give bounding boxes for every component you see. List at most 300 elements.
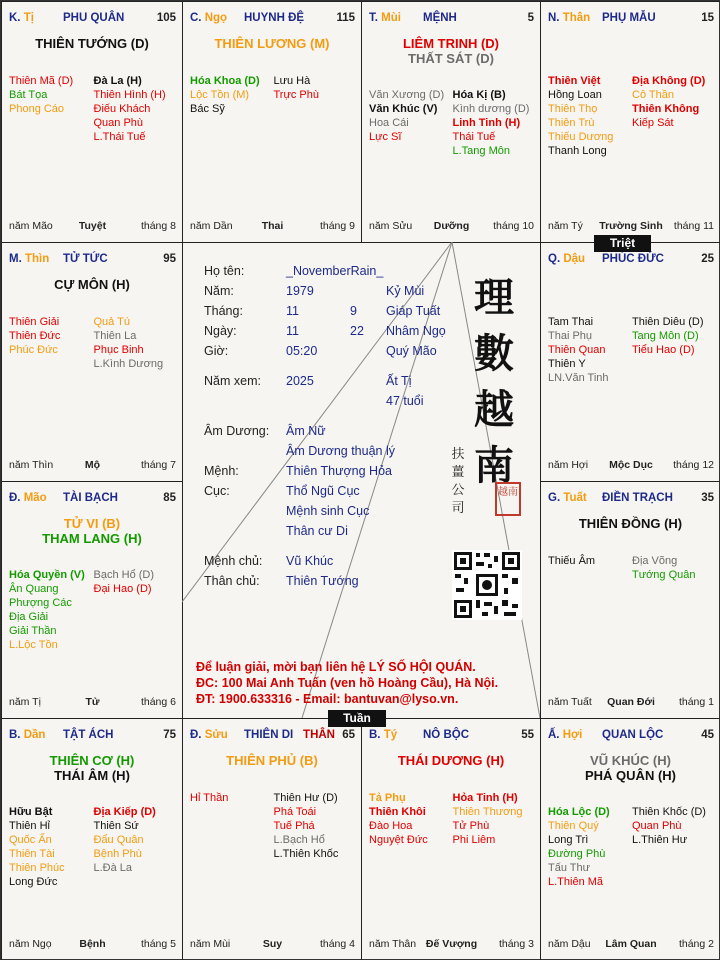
palace-footer: [548, 220, 714, 234]
value-ngay-am: 22: [350, 324, 364, 338]
star-column-right: [94, 568, 179, 652]
value-gio-can-chi: Quý Mão: [386, 344, 437, 358]
palace-number: 85: [163, 492, 176, 504]
star-column-left: [548, 805, 632, 889]
minor-star: Thiên La: [93, 330, 137, 342]
palace-name: TÀI BẠCH: [63, 492, 118, 504]
contact-line-2: ĐC: 100 Mai Anh Tuấn (ven hồ Hoàng Cầu), Hà Nội.: [196, 676, 499, 690]
minor-star: L.Thiên Khốc: [273, 848, 339, 860]
palace-number: 5: [527, 12, 534, 24]
palace-name: MỆNH: [423, 12, 457, 24]
minor-star: Thiên Sứ: [93, 820, 139, 832]
label-menh: Mệnh:: [204, 464, 239, 478]
palace-branch: N. Thân: [548, 12, 591, 24]
minor-stars: [9, 568, 178, 652]
minor-stars: [369, 88, 536, 158]
minor-star: Hỉ Thần: [190, 792, 229, 804]
minor-star: Phục Binh: [93, 344, 144, 356]
minor-star: Đào Hoa: [369, 820, 413, 832]
year-label: năm Dần: [190, 220, 233, 232]
palace-branch: B. Tý: [369, 729, 398, 741]
minor-stars: [9, 805, 178, 889]
month-label: tháng 9: [319, 220, 355, 232]
palace-header: [548, 253, 714, 267]
major-star: PHÁ QUÂN (H): [585, 768, 676, 783]
palace-header: [369, 12, 534, 26]
minor-star: Thiên Quan: [548, 344, 606, 356]
label-than-chu: Thân chủ:: [204, 574, 260, 588]
star-column-right: [94, 315, 179, 371]
year-label: năm Sửu: [369, 220, 413, 232]
minor-star: Long Trì: [548, 834, 589, 846]
major-star: THÁI ÂM (H): [54, 768, 130, 783]
minor-star: Phượng Các: [9, 597, 72, 609]
star-column-right: [453, 791, 537, 847]
calligraphy-char-4: 南: [474, 442, 514, 489]
minor-star: L.Lộc Tồn: [9, 639, 58, 651]
major-star: TỬ VI (B): [63, 516, 121, 531]
palace-ti: [361, 718, 541, 960]
minor-star: Thiên Hỉ: [9, 820, 50, 832]
minor-star: L.Đà La: [93, 862, 133, 874]
star-column-left: [9, 805, 94, 889]
year-label: năm Dậu: [548, 938, 591, 950]
palace-branch: B. Dần: [9, 729, 46, 741]
palace-tuat: [540, 481, 720, 719]
major-star: CỰ MÔN (H): [54, 277, 130, 292]
year-label: năm Tị: [9, 696, 41, 708]
month-label: tháng 10: [493, 220, 534, 232]
minor-star: Địa Giải: [9, 611, 49, 623]
palace-footer: [548, 696, 714, 710]
palace-footer: [190, 220, 355, 234]
value-cuc: Thổ Ngũ Cục: [286, 484, 360, 498]
month-label: tháng 3: [498, 938, 534, 950]
value-tuoi: 47 tuổi: [386, 394, 424, 408]
value-cuc-2: Mệnh sinh Cục: [286, 504, 370, 518]
marker-tuan: Tuần: [328, 710, 386, 727]
minor-star: Thiên Việt: [548, 75, 601, 87]
palace-number: 55: [521, 729, 534, 741]
minor-star: L.Thiên Mã: [548, 876, 604, 888]
palace-header: [190, 729, 355, 743]
minor-star: Thiên Khôi: [369, 806, 426, 818]
star-column-left: [190, 791, 274, 861]
star-column-right: [632, 805, 716, 889]
calligraphy-char-3: 越: [474, 386, 514, 433]
minor-star: Hỏa Tinh (H): [452, 792, 518, 804]
star-column-left: [548, 74, 632, 158]
star-column-right: [632, 315, 716, 385]
center-info-panel: [182, 242, 540, 718]
red-seal: [495, 482, 521, 516]
value-am-duong-2: Âm Dương thuận lý: [286, 444, 395, 458]
palace-number: 115: [336, 12, 355, 24]
value-am-duong: Âm Nữ: [286, 424, 326, 438]
palace-header: [9, 12, 176, 26]
value-menh-chu: Vũ Khúc: [286, 554, 334, 568]
truong-sinh-stage: Mộc Dục: [609, 459, 653, 471]
minor-star: Thiên Mã (D): [9, 75, 74, 87]
star-column-right: [453, 88, 537, 158]
value-ngay-duong: 11: [286, 324, 299, 338]
value-ho-ten: _NovemberRain_: [286, 264, 384, 278]
palace-branch: Q. Dậu: [548, 253, 586, 265]
minor-star: Thiên Quý: [548, 820, 599, 832]
minor-star: Trực Phù: [273, 89, 319, 101]
star-column-right: [632, 554, 716, 582]
label-nam-xem: Năm xem:: [204, 374, 261, 388]
palace-branch: M. Thìn: [9, 253, 50, 265]
minor-star: Thai Phụ: [548, 330, 593, 342]
truong-sinh-stage: Tuyệt: [78, 220, 107, 232]
palace-number: 65: [342, 729, 355, 741]
year-label: năm Ngọ: [9, 938, 52, 950]
truong-sinh-stage: Đế Vượng: [425, 938, 478, 950]
contact-line-3[interactable]: ĐT: 1900.633316 - Email: bantuvan@lyso.vn.: [196, 692, 459, 706]
palace-suu: [182, 718, 362, 960]
palace-header: [9, 253, 176, 267]
minor-star: Linh Tinh (H): [452, 117, 521, 129]
minor-star: L.Thiên Hư: [632, 834, 688, 846]
minor-star: Thiên Thương: [452, 806, 523, 818]
palace-branch: T. Mùi: [369, 12, 401, 24]
star-column-left: [548, 315, 632, 385]
palace-mui: [361, 1, 541, 243]
minor-star: L.Kình Dương: [93, 358, 164, 370]
year-label: năm Thìn: [9, 459, 54, 471]
palace-branch: C. Ngọ: [190, 12, 228, 24]
minor-star: Long Đức: [9, 876, 58, 888]
minor-stars: [9, 74, 178, 144]
minor-star: Thiên Hư (D): [273, 792, 338, 804]
minor-star: Lộc Tồn (M): [190, 89, 250, 101]
minor-star: Thiếu Âm: [548, 555, 596, 567]
value-menh: Thiên Thượng Hỏa: [286, 464, 392, 478]
palace-footer: [369, 220, 534, 234]
minor-star: Quan Phù: [632, 820, 682, 832]
star-column-left: [9, 315, 94, 371]
minor-stars: [548, 554, 716, 582]
truong-sinh-stage: Trường Sinh: [599, 220, 663, 232]
palace-name: TỬ TỨC: [63, 253, 108, 265]
palace-name: PHU QUÂN: [63, 12, 125, 24]
minor-star: Phi Liêm: [452, 834, 496, 846]
label-am-duong: Âm Dương:: [204, 424, 270, 438]
value-thang-duong: 11: [286, 304, 299, 318]
palace-footer: [9, 459, 176, 473]
minor-star: Thiên Y: [548, 358, 586, 370]
calligraphy-small-3: 公: [451, 483, 465, 498]
star-column-left: [548, 554, 632, 582]
minor-star: Kiếp Sát: [632, 117, 674, 129]
major-star: THIÊN ĐỒNG (H): [578, 516, 683, 531]
palace-name: PHÚC ĐỨC: [602, 253, 664, 265]
value-gio: 05:20: [286, 344, 318, 358]
palace-footer: [369, 938, 534, 952]
minor-star: Tam Thai: [548, 316, 594, 328]
palace-name: HUYNH ĐỆ: [244, 12, 305, 24]
month-label: tháng 12: [673, 459, 714, 471]
label-cuc: Cục:: [204, 484, 230, 498]
calligraphy-char-2: 數: [474, 330, 514, 377]
palace-than-tag: THÂN: [303, 729, 335, 741]
palace-footer: [9, 220, 176, 234]
calligraphy-small: [450, 446, 466, 518]
minor-star: Hóa Khoa (D): [190, 75, 260, 87]
minor-star: Thiên Giải: [9, 316, 60, 328]
palace-header: [548, 492, 714, 506]
palace-hoi: [540, 718, 720, 960]
minor-star: Hồng Loan: [548, 89, 602, 101]
minor-star: Địa Võng: [632, 555, 678, 567]
star-column-left: [9, 74, 94, 144]
major-star: THẤT SÁT (D): [408, 51, 494, 66]
minor-star: Thanh Long: [548, 145, 607, 157]
label-ho-ten: Họ tên:: [204, 264, 245, 278]
minor-star: L.Bạch Hổ: [273, 834, 325, 846]
palace-header: [190, 12, 355, 26]
palace-number: 15: [701, 12, 714, 24]
minor-star: Đẩu Quân: [93, 834, 144, 846]
minor-star: Thiếu Dương: [548, 131, 614, 143]
minor-star: Giải Thần: [9, 625, 57, 637]
palace-name: THIÊN DI: [244, 729, 294, 741]
star-column-left: [190, 74, 274, 116]
truong-sinh-stage: Quan Đới: [607, 696, 655, 708]
minor-star: Văn Khúc (V): [369, 103, 438, 115]
minor-star: Quốc Ấn: [9, 834, 52, 846]
palace-footer: [9, 696, 176, 710]
minor-star: LN.Văn Tinh: [548, 372, 609, 384]
truong-sinh-stage: Tử: [85, 696, 100, 708]
minor-star: Thiên Diêu (D): [632, 316, 704, 328]
minor-star: Bát Tọa: [9, 89, 48, 101]
calligraphy-logo: [466, 270, 522, 494]
minor-stars: [190, 791, 357, 861]
palace-name: NÔ BỘC: [423, 729, 469, 741]
minor-star: Kình dương (D): [452, 103, 530, 115]
value-nam: 1979: [286, 284, 314, 298]
year-label: năm Thân: [369, 938, 417, 950]
minor-star: Hóa Lộc (D): [548, 806, 610, 818]
palace-number: 105: [156, 12, 176, 24]
month-label: tháng 5: [140, 938, 176, 950]
star-column-right: [632, 74, 716, 158]
palace-branch: Đ. Mão: [9, 492, 47, 504]
year-label: năm Mão: [9, 220, 53, 232]
month-label: tháng 6: [140, 696, 176, 708]
major-star: THIÊN PHỦ (B): [226, 753, 318, 768]
palace-header: [9, 729, 176, 743]
value-nam-can-chi: Kỷ Mùi: [386, 284, 425, 298]
minor-star: Thiên Thọ: [548, 103, 598, 115]
year-label: năm Tuất: [548, 696, 592, 708]
label-menh-chu: Mệnh chủ:: [204, 554, 263, 568]
major-star: THAM LANG (H): [42, 531, 142, 546]
minor-star: Đường Phù: [548, 848, 606, 860]
value-nam-xem: 2025: [286, 374, 314, 388]
minor-stars: [548, 805, 716, 889]
seal-text: 越南: [498, 487, 518, 498]
value-than-chu: Thiên Tướng: [286, 574, 359, 588]
qr-code[interactable]: [452, 550, 522, 620]
minor-star: Đại Hao (D): [93, 583, 152, 595]
minor-star: Tang Môn (D): [632, 330, 699, 342]
value-ngay-can-chi: Nhâm Ngọ: [386, 324, 446, 338]
month-label: tháng 1: [678, 696, 714, 708]
minor-star: Địa Kiếp (D): [93, 806, 156, 818]
minor-star: Tử Phù: [452, 820, 490, 832]
minor-star: Nguyệt Đức: [369, 834, 428, 846]
palace-footer: [190, 938, 355, 952]
minor-star: Thiên Trù: [548, 117, 595, 129]
palace-branch: Đ. Sửu: [190, 729, 228, 741]
palace-footer: [548, 938, 714, 952]
minor-star: Thái Tuế: [452, 131, 496, 143]
palace-thin: [1, 242, 183, 482]
year-label: năm Mùi: [190, 938, 231, 950]
minor-star: Tiểu Hao (D): [632, 344, 695, 356]
calligraphy-char-1: 理: [474, 274, 514, 321]
minor-star: Điếu Khách: [93, 103, 151, 115]
minor-star: Thiên Hình (H): [93, 89, 166, 101]
minor-star: Hoa Cái: [369, 117, 409, 129]
minor-star: Hữu Bật: [9, 806, 53, 818]
month-label: tháng 11: [673, 220, 714, 232]
star-column-left: [369, 88, 453, 158]
palace-number: 45: [701, 729, 714, 741]
minor-star: Phong Cáo: [9, 103, 65, 115]
truong-sinh-stage: Thai: [261, 220, 284, 232]
contact-line-1: Để luận giải, mời bạn liên hệ LÝ SỐ HỘI QUÁN.: [196, 660, 476, 674]
minor-star: Văn Xương (D): [369, 89, 445, 101]
palace-name: ĐIỀN TRẠCH: [602, 492, 673, 504]
year-label: năm Tý: [548, 220, 583, 232]
palace-dan: [1, 718, 183, 960]
minor-star: Quả Tú: [93, 316, 130, 328]
minor-star: Phúc Đức: [9, 344, 58, 356]
minor-star: Hóa Quyền (V): [9, 569, 85, 581]
major-star: THIÊN LƯƠNG (M): [214, 36, 330, 51]
palace-mao: [1, 481, 183, 719]
truong-sinh-stage: Mộ: [84, 459, 101, 471]
palace-ngo: [182, 1, 362, 243]
major-star: THIÊN CƠ (H): [49, 753, 135, 768]
palace-footer: [9, 938, 176, 952]
palace-number: 35: [701, 492, 714, 504]
month-label: tháng 2: [678, 938, 714, 950]
minor-star: Ân Quang: [9, 583, 59, 595]
palace-branch: K. Tị: [9, 12, 34, 24]
minor-star: Thiên Đức: [9, 330, 61, 342]
minor-star: L.Tang Môn: [452, 145, 510, 157]
star-column-right: [274, 74, 358, 116]
minor-star: Bệnh Phù: [93, 848, 142, 860]
palace-header: [548, 12, 714, 26]
palace-name: QUAN LỘC: [602, 729, 664, 741]
minor-star: Lực Sĩ: [369, 131, 402, 143]
minor-star: Tuế Phá: [273, 820, 315, 832]
minor-star: Bạch Hổ (D): [93, 569, 155, 581]
palace-name: TẬT ÁCH: [63, 729, 114, 741]
palace-number: 25: [701, 253, 714, 265]
palace-branch: Ấ. Hợi: [548, 729, 583, 741]
month-label: tháng 8: [140, 220, 176, 232]
marker-triet: Triệt: [594, 235, 651, 252]
calligraphy-small-4: 司: [451, 501, 465, 516]
palace-name: PHỤ MẪU: [602, 12, 656, 24]
calligraphy-small-1: 扶: [451, 447, 465, 462]
month-label: tháng 7: [140, 459, 176, 471]
palace-footer: [548, 459, 714, 473]
minor-star: Lưu Hà: [273, 75, 311, 87]
star-column-right: [94, 74, 179, 144]
minor-star: L.Thái Tuế: [93, 131, 146, 143]
palace-number: 75: [163, 729, 176, 741]
value-nam-xem-can-chi: Ất Tị: [386, 374, 412, 388]
palace-ty: [1, 1, 183, 243]
minor-star: Thiên Phúc: [9, 862, 65, 874]
truong-sinh-stage: Dưỡng: [433, 220, 470, 232]
minor-star: Quan Phù: [93, 117, 144, 129]
minor-star: Đà La (H): [93, 75, 142, 87]
palace-header: [548, 729, 714, 743]
minor-stars: [190, 74, 357, 116]
minor-star: Phá Toái: [273, 806, 317, 818]
minor-star: Bác Sỹ: [190, 103, 225, 115]
minor-stars: [369, 791, 536, 847]
calligraphy-small-2: 薑: [451, 465, 465, 480]
label-ngay: Ngày:: [204, 324, 237, 338]
minor-star: Hóa Kị (B): [452, 89, 506, 101]
minor-star: Thiên Không: [632, 103, 700, 115]
minor-star: Tấu Thư: [548, 862, 591, 874]
palace-header: [369, 729, 534, 743]
minor-star: Cô Thần: [632, 89, 674, 101]
minor-star: Thiên Tài: [9, 848, 55, 860]
palace-than: [540, 1, 720, 243]
star-column-left: [369, 791, 453, 847]
minor-star: Địa Không (D): [632, 75, 706, 87]
palace-header: [9, 492, 176, 506]
palace-dau: [540, 242, 720, 482]
star-column-left: [9, 568, 94, 652]
major-star: VŨ KHÚC (H): [590, 753, 671, 768]
major-star: LIÊM TRINH (D): [402, 36, 500, 51]
minor-stars: [9, 315, 178, 371]
month-label: tháng 4: [319, 938, 355, 950]
value-thang-am: 9: [350, 304, 357, 318]
value-thang-can-chi: Giáp Tuất: [386, 304, 441, 318]
palace-number: 95: [163, 253, 176, 265]
truong-sinh-stage: Suy: [262, 938, 283, 950]
truong-sinh-stage: Lâm Quan: [605, 938, 657, 950]
star-column-right: [274, 791, 358, 861]
star-column-right: [94, 805, 179, 889]
truong-sinh-stage: Bệnh: [79, 938, 106, 950]
major-star: THÁI DƯƠNG (H): [397, 753, 505, 768]
label-gio: Giờ:: [204, 344, 229, 358]
minor-star: Tướng Quân: [632, 569, 696, 581]
minor-stars: [548, 74, 716, 158]
palace-branch: G. Tuất: [548, 492, 587, 504]
row-ho-ten: [204, 264, 244, 278]
year-label: năm Hợi: [548, 459, 589, 471]
major-star: THIÊN TƯỚNG (D): [35, 36, 149, 51]
minor-star: Tả Phụ: [369, 792, 406, 804]
label-thang: Tháng:: [204, 304, 243, 318]
